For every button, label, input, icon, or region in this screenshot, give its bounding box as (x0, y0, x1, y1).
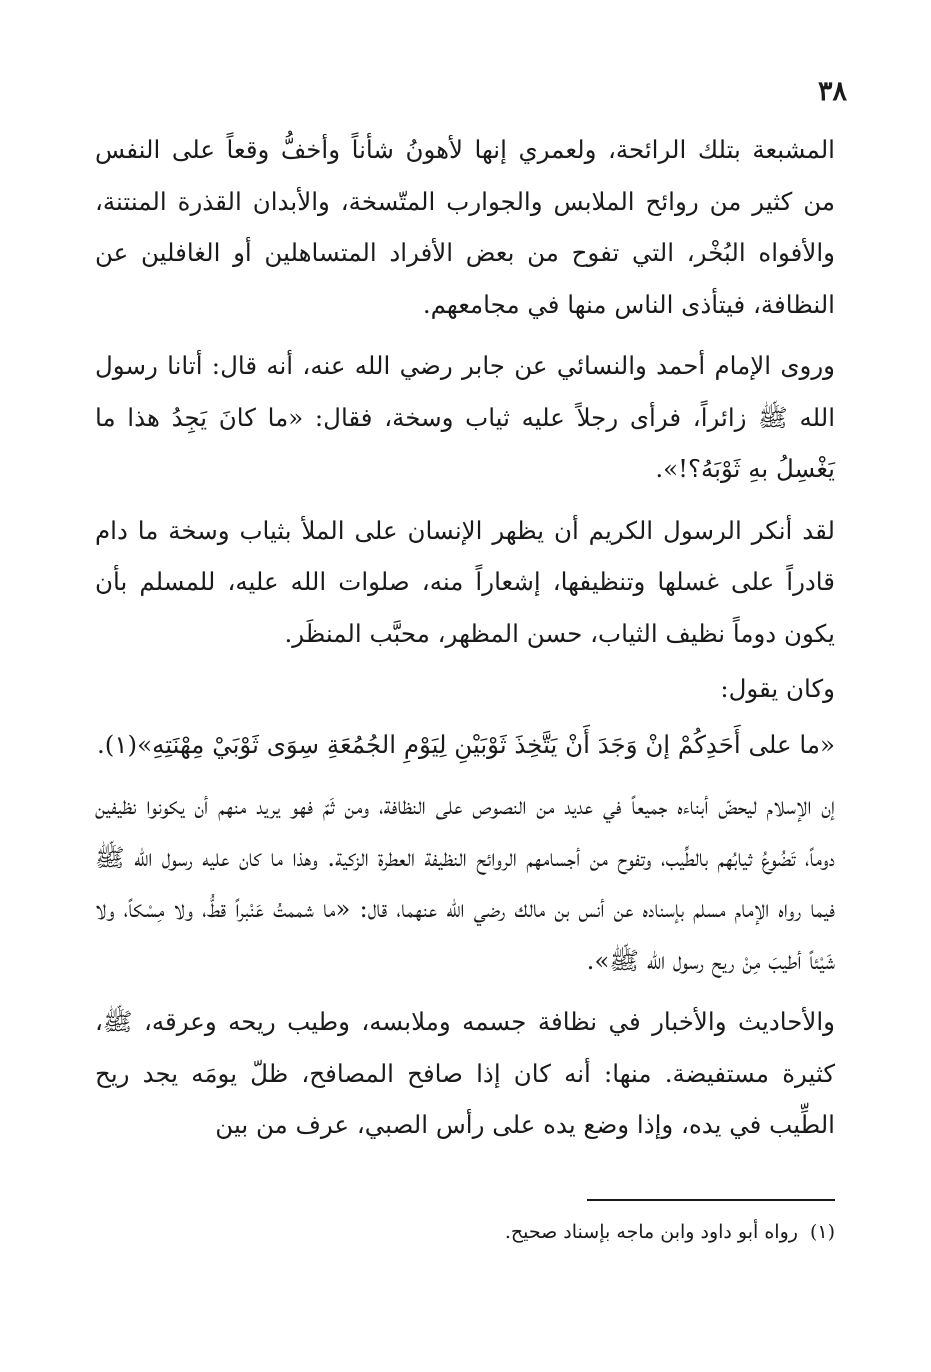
footnote-divider (587, 1199, 835, 1201)
paragraph-1: المشبعة بتلك الرائحة، ولعمري إنها لأهونُ شأناً وأخفُّ وقعاً على النفس من كثير من روائح الملابس والجوارب المتّسخة، والأبدان القذرة المنتنة، والأفواه البُخْر، التي تفوح من بعض الأفراد المتساهلين أو الغافلين عن النظافة، فيتأذى الناس منها في مجامعهم. (95, 135, 835, 319)
page-number: ٣٨ (817, 76, 847, 107)
paragraph-2: وروى الإمام أحمد والنسائي عن جابر رضي الله عنه، أنه قال: أتانا رسول الله ﷺ زائراً، فرأى رجلاً عليه ثياب وسخة، فقال: «ما كانَ يَجِدُ هذا ما يَغْسِلُ بهِ ثَوْبَهُ؟!». (95, 351, 836, 483)
paragraph-6: إن الإسلام ليحضّ أبناءه جميعاً في عديد من النصوص على النظافة، ومن ثَمّ فهو يريد منهم أن يكونوا نظيفين دوماً، تَضُوعُ ثيابُهم بالطِّيب، وتفوح من أجسامهم الروائح النظيفة العطرة الزكية. وهذا ما كان عليه رسول الله ﷺ فيما رواه الإمام مسلم بإسناده عن أنس بن مالك رضي الله عنهما، قال: «ما شممتُ عَنْبراً قطُّ، ولا مِسْكاً، ولا شَيْئاً أطيبَ مِنْ ريح رسول الله ﷺ». (95, 791, 835, 975)
footnote (95, 1219, 835, 1245)
footnote-text: رواه أبو داود وابن ماجه بإسناد صحيح. (504, 1221, 798, 1243)
paragraph-4: وكان يقول: (720, 674, 835, 703)
hadith-quote: «ما على أَحَدِكُمْ إنْ وَجَدَ أَنْ يَتَّخِذَ ثَوْبَيْنِ لِيَوْمِ الجُمُعَةِ سِوَى ثَوْبَيْ مِهْنَتِهِ»(١). (96, 729, 835, 759)
paragraph-3: لقد أنكر الرسول الكريم أن يظهر الإنسان على الملأ بثياب وسخة ما دام قادراً على غسلها وتنظيفها، إشعاراً منه، صلوات الله عليه، للمسلم بأن يكون دوماً نظيف الثياب، حسن المظهر، محبَّب المنظَر. (95, 515, 835, 648)
footnote-number: (١) (809, 1221, 835, 1243)
paragraph-7: والأحاديث والأخبار في نظافة جسمه وملابسه، وطيب ريحه وعرقه، ﷺ، كثيرة مستفيضة. منها: أنه كان إذا صافح المصافح، ظلّ يومَه يجد ريح الطِّيب في يده، وإذا وضع يده على رأس الصبي، عرف من بين (95, 1007, 835, 1139)
body-text (95, 124, 835, 1161)
